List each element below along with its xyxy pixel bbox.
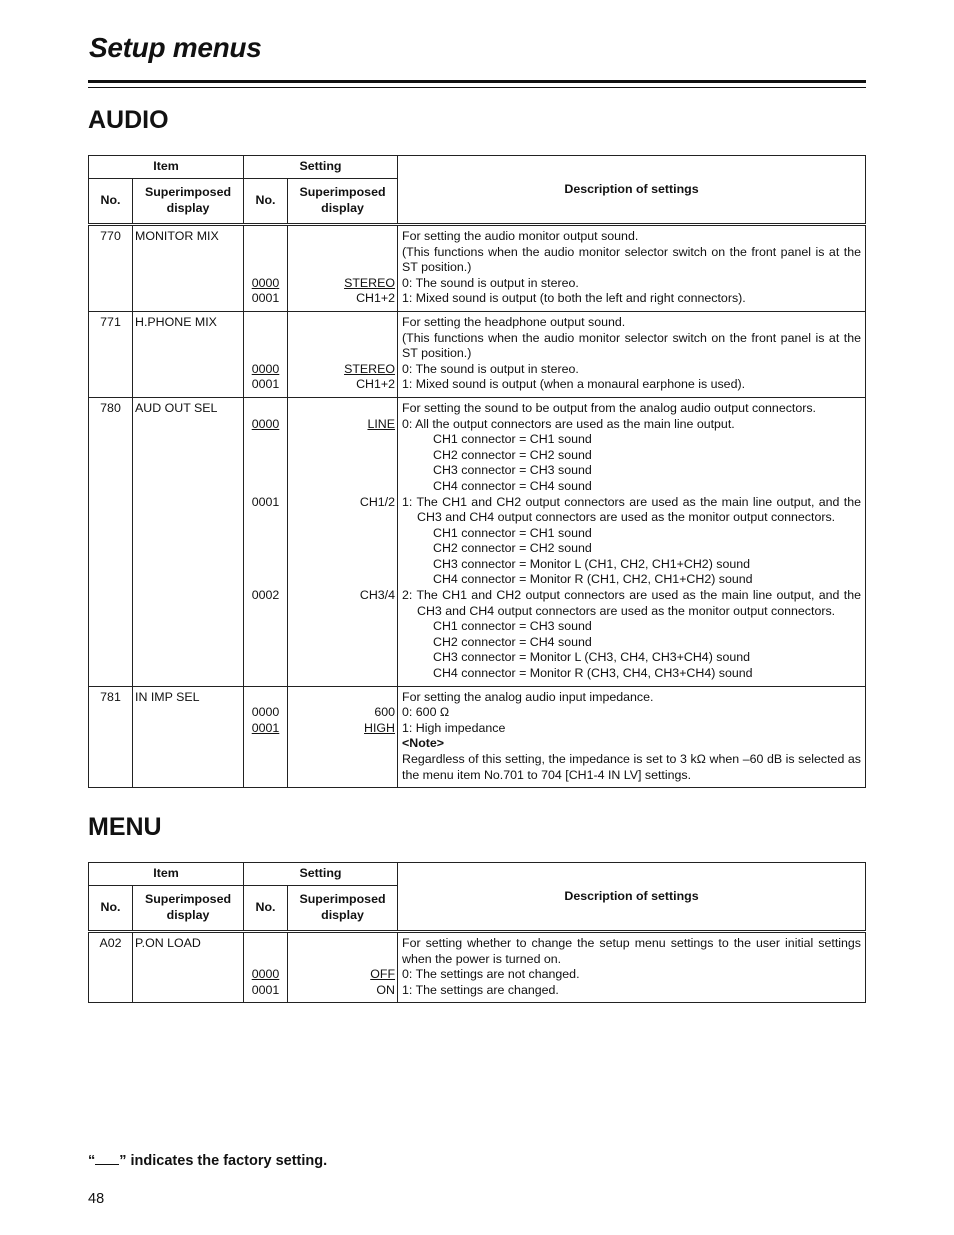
legend-text: ” indicates the factory setting. [119,1153,328,1169]
description-line: CH3 connector = Monitor L (CH3, CH4, CH3+CH4) sound [433,650,751,665]
setting-no-value [248,526,283,542]
header-item-no: No. [89,179,133,225]
setting-display-value: ON [376,982,396,997]
setting-no-value [248,557,283,573]
description-line: CH4 connector = Monitor R (CH3, CH4, CH3+CH4) sound [433,666,753,681]
setting-display-value: HIGH [364,720,396,735]
setting-no-value [248,448,283,464]
description-line: 1: Mixed sound is output (when a monaural earphone is used). [402,377,746,392]
item-name: MONITOR MIX [135,229,219,243]
setting-display-cell [288,686,398,788]
factory-setting-legend [88,1152,327,1169]
setting-no-value [248,736,283,752]
item-name: H.PHONE MIX [135,314,217,329]
setting-display-value: STEREO [344,275,396,290]
setting-no-value [248,635,283,651]
page-number: 48 [88,1191,105,1207]
description-line: 1: High impedance [402,720,506,735]
setting-no-cell [244,225,288,312]
setting-no-value: 0002 [251,588,280,603]
item-name: IN IMP SEL [135,689,200,704]
table-row [89,397,866,686]
setting-display-cell [288,311,398,397]
setting-no-cell [244,686,288,788]
header-description: Description of settings [398,156,866,225]
setting-no-value [248,752,283,783]
description-line: 0: 600 Ω [402,705,450,720]
menu-settings-table [88,862,866,1003]
setting-no-list [244,933,287,1002]
setting-no-value [248,666,283,682]
item-no-cell [89,686,133,788]
item-no: 780 [100,400,121,415]
item-no: 781 [100,689,121,704]
item-name-cell [133,686,244,788]
setting-no-value [248,401,283,417]
item-name-cell [133,225,244,312]
header-setting-no: No. [244,179,288,225]
setting-no-value [248,245,283,276]
description-list [398,312,865,397]
header-setting-superimposed: Superimposed display [288,886,398,932]
header-description: Description of settings [398,863,866,932]
setting-display-value [292,650,395,666]
page-title: Setup menus [89,32,262,63]
description-line: For setting the sound to be output from the analog audio output connectors. [402,400,817,415]
setting-no-value: 0000 [251,361,280,376]
setting-display-value [292,432,395,448]
setting-no-list [244,312,287,397]
setting-display-value: CH1+2 [356,291,396,306]
description-line: For setting whether to change the setup menu settings to the user initial settings when the power is turned on. [402,936,861,966]
audio-settings-table [88,155,866,788]
setting-no-value: 0001 [251,291,280,306]
description-line: Regardless of this setting, the impedance is set to 3 kΩ when –60 dB is selected as the menu item No.701 to 704 [CH1-4 IN LV] settings. [402,752,861,782]
setting-no-value [248,229,283,245]
header-setting-superimposed: Superimposed display [288,179,398,225]
setting-no-value: 0000 [251,705,280,720]
description-line: CH4 connector = CH4 sound [433,478,592,493]
title-rule-thick [88,80,866,83]
setting-display-value: 600 [374,705,396,720]
description-cell [398,932,866,1003]
setting-display-value: OFF [370,967,396,982]
setting-display-value: STEREO [344,361,396,376]
setting-no-value: 0000 [251,275,280,290]
item-no-cell [89,397,133,686]
item-name-cell [133,311,244,397]
item-no: A02 [99,936,122,950]
description-cell [398,311,866,397]
setting-no-cell [244,311,288,397]
setting-display-value [292,557,395,573]
setting-display-value [292,479,395,495]
description-line: CH2 connector = CH2 sound [433,447,592,462]
setting-display-list [288,933,397,1002]
setting-display-value: CH3/4 [359,588,396,603]
setting-no-value [248,315,283,331]
setting-display-value [292,619,395,635]
setting-no-value: 0001 [251,982,280,997]
setting-no-value [248,331,283,362]
setting-display-value [292,752,395,783]
description-line: For setting the headphone output sound. [402,314,626,329]
description-line: (This functions when the audio monitor selector switch on the front panel is at the ST position.) [402,330,861,361]
setting-display-value [292,448,395,464]
setting-no-value [248,690,283,706]
setting-no-value [248,432,283,448]
description-line: 0: The sound is output in stereo. [402,361,579,376]
setting-display-value [292,666,395,682]
setting-no-list [244,398,287,686]
setting-display-list [288,312,397,397]
description-cell [398,225,866,312]
setting-display-value: CH1/2 [359,494,396,509]
description-line: 0: The settings are not changed. [402,967,580,982]
description-line: CH4 connector = Monitor R (CH1, CH2, CH1+CH2) sound [433,572,753,587]
setting-display-value [292,463,395,479]
section-title-audio: AUDIO [88,106,169,134]
setting-no-value: 0001 [251,377,280,392]
item-name-cell [133,397,244,686]
setting-display-value [292,315,395,331]
setting-display-value [292,690,395,706]
setting-display-value [292,936,395,967]
header-setting-no: No. [244,886,288,932]
description-line: (This functions when the audio monitor selector switch on the front panel is at the ST position.) [402,244,861,275]
description-list [398,687,865,788]
item-name: AUD OUT SEL [135,400,218,415]
setting-display-list [288,398,397,686]
item-no-cell [89,932,133,1003]
description-line: CH2 connector = CH4 sound [433,634,592,649]
setting-no-value [248,541,283,557]
setting-no-value [248,619,283,635]
setting-no-list [244,226,287,311]
description-list [398,226,865,311]
table-row [89,686,866,788]
setting-display-value [292,331,395,362]
table-row [89,932,866,1003]
description-line: CH1 connector = CH3 sound [433,619,592,634]
legend-open-quote: “ [88,1153,96,1169]
setting-display-value [292,541,395,557]
description-line: 0: All the output connectors are used as the main line output. [402,416,735,431]
setting-display-value [292,401,395,417]
setting-no-value [248,650,283,666]
setting-display-cell [288,932,398,1003]
header-item-superimposed: Superimposed display [133,886,244,932]
setting-display-cell [288,397,398,686]
description-line: CH1 connector = CH1 sound [433,432,592,447]
setting-no-value [248,479,283,495]
header-item: Item [89,863,244,886]
description-line: For setting the audio monitor output sound. [402,229,639,243]
setting-display-value: CH1+2 [356,377,396,392]
setting-display-value: LINE [367,416,396,431]
description-line: 1: The settings are changed. [402,982,559,997]
setting-no-value: 0001 [251,494,280,509]
description-line: CH3 connector = Monitor L (CH1, CH2, CH1+CH2) sound [433,556,751,571]
setting-display-value [292,526,395,542]
table-row [89,225,866,312]
setting-no-value [248,463,283,479]
description-list [398,398,865,686]
description-line: CH3 connector = CH3 sound [433,463,592,478]
description-line: CH1 connector = CH1 sound [433,525,592,540]
description-line: CH2 connector = CH2 sound [433,541,592,556]
description-line: <Note> [402,736,445,751]
header-item: Item [89,156,244,179]
header-setting: Setting [244,156,398,179]
description-line: 0: The sound is output in stereo. [402,275,579,290]
item-name-cell [133,932,244,1003]
setting-display-cell [288,225,398,312]
setting-display-value [292,229,395,245]
legend-underline-sample [95,1152,119,1165]
section-title-menu: MENU [88,813,162,841]
setting-display-list [288,687,397,788]
setting-display-value [292,736,395,752]
setting-no-value [248,572,283,588]
setting-display-list [288,226,397,311]
item-no-cell [89,311,133,397]
header-setting: Setting [244,863,398,886]
description-cell [398,686,866,788]
description-line: For setting the analog audio input impedance. [402,689,654,704]
title-rule-thin [88,87,866,88]
setting-no-cell [244,932,288,1003]
setting-no-list [244,687,287,788]
setting-no-value: 0000 [251,967,280,982]
description-line: 1: Mixed sound is output (to both the left and right connectors). [402,291,746,306]
item-no: 770 [100,229,121,243]
item-no: 771 [100,314,121,329]
item-no-cell [89,225,133,312]
header-item-superimposed: Superimposed display [133,179,244,225]
description-line: 2: The CH1 and CH2 output connectors are used as the main line output, and the CH3 and CH4 output connectors are used as the monitor output connectors. [402,588,861,618]
description-cell [398,397,866,686]
table-row [89,311,866,397]
setting-display-value [292,572,395,588]
setting-no-value: 0000 [251,416,280,431]
setting-display-value [292,635,395,651]
setting-no-value: 0001 [251,720,280,735]
setting-no-cell [244,397,288,686]
setting-display-value [292,245,395,276]
item-name: P.ON LOAD [135,936,201,950]
setting-no-value [248,936,283,967]
description-list [398,933,865,1002]
description-line: 1: The CH1 and CH2 output connectors are used as the main line output, and the CH3 and CH4 output connectors are used as the monitor output connectors. [402,494,861,525]
header-item-no: No. [89,886,133,932]
